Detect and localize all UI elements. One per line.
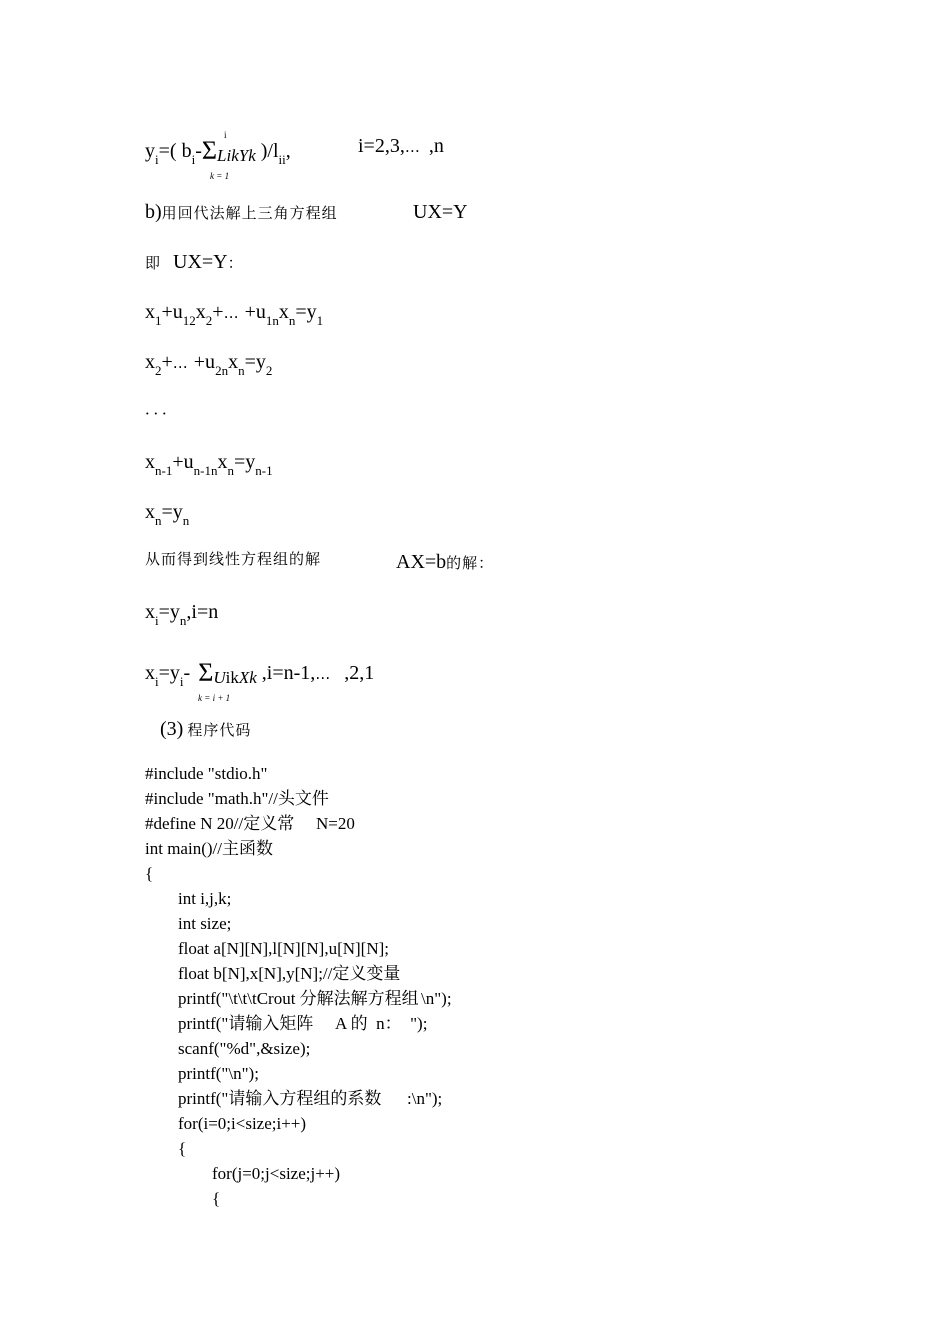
code-line: #include "math.h"//头文件 <box>145 789 329 808</box>
code-line-tail: \n"); <box>421 989 452 1008</box>
text: ,i=n <box>186 601 219 623</box>
code-line: { <box>145 864 154 883</box>
equation-1 <box>145 301 324 328</box>
text: =y <box>158 601 180 623</box>
sub: 2 <box>205 313 213 328</box>
text: +u <box>161 301 183 323</box>
text: + <box>212 301 224 323</box>
sum-expr: Xk <box>238 668 257 687</box>
equation-2 <box>145 351 273 378</box>
text: ,i=n-1, <box>256 662 316 684</box>
text: x <box>145 451 155 473</box>
sub: 1n <box>265 313 279 328</box>
sub: n <box>179 613 187 628</box>
text: i=2,3, <box>358 135 405 157</box>
code-line: #define N 20//定义常 <box>145 814 295 833</box>
text: AX=b <box>396 551 447 573</box>
ellipsis: … <box>315 665 332 683</box>
section-heading <box>160 718 251 741</box>
sub: ii <box>278 152 286 167</box>
text: , <box>285 140 291 162</box>
text: +u <box>172 451 194 473</box>
sub: n <box>182 513 190 528</box>
code-line: { <box>212 1189 221 1208</box>
text: ,n <box>428 135 444 157</box>
section-title: 程序代码 <box>187 721 252 739</box>
sub: 1 <box>316 313 324 328</box>
sub: n-1 <box>255 463 273 478</box>
text: + <box>161 351 173 373</box>
sub: i <box>155 613 159 628</box>
code-line: float a[N][N],l[N][N],u[N][N]; <box>178 939 389 958</box>
sigma-symbol: Σ <box>201 136 218 165</box>
text: =y <box>158 662 180 684</box>
sum-bottom-label: k = 1 <box>210 171 230 181</box>
sub: n <box>155 513 162 528</box>
equation-4 <box>145 501 190 528</box>
formula-y <box>145 136 291 167</box>
ellipsis: … <box>172 354 189 372</box>
equation-3 <box>145 451 273 478</box>
ellipsis: … <box>223 304 240 322</box>
sub: 2n <box>215 363 229 378</box>
sub: n <box>238 363 245 378</box>
code-line: for(j=0;j<size;j++) <box>212 1164 341 1183</box>
code-line: printf("请输入矩阵 <box>178 1014 314 1033</box>
text: x <box>145 601 155 623</box>
sub: 12 <box>182 313 196 328</box>
text: x <box>217 451 228 473</box>
text: x <box>145 501 155 523</box>
code-line-tail: A 的 n： "); <box>335 1014 428 1033</box>
sum-bottom-label-2: k = i + 1 <box>198 693 231 703</box>
step-b-line <box>145 202 338 222</box>
sum-top-label: i <box>224 130 227 140</box>
solution-2 <box>145 658 375 689</box>
text: 用回代法解上三角方程组 <box>161 204 338 222</box>
sub: 1 <box>155 313 162 328</box>
code-line: int i,j,k; <box>178 889 232 908</box>
text: x <box>145 301 155 323</box>
text: - <box>183 662 191 684</box>
code-line: printf("\t\t\tCrout 分解法解方程组 <box>178 989 419 1008</box>
text: )/l <box>255 140 279 162</box>
code-line: int main()//主函数 <box>145 839 273 858</box>
sub: i <box>179 674 184 689</box>
code-line-tail: N=20 <box>316 814 355 833</box>
text: x <box>145 662 155 684</box>
sum-expr: ik <box>225 668 239 687</box>
sub: n-1 <box>155 463 173 478</box>
code-line: #include "stdio.h" <box>145 764 268 783</box>
text: x <box>195 301 206 323</box>
code-line: for(i=0;i<size;i++) <box>178 1114 307 1133</box>
sub: n <box>227 463 234 478</box>
text: =( b <box>158 140 192 162</box>
sub: n-1n <box>193 463 218 478</box>
text: ： <box>227 254 244 272</box>
solution-1 <box>145 601 219 628</box>
text: =y <box>161 501 183 523</box>
text: x <box>278 301 289 323</box>
text: ,2,1 <box>339 662 375 684</box>
text: x <box>228 351 239 373</box>
text: - <box>195 140 202 162</box>
step-b-eq: UX=Y <box>413 201 468 223</box>
code-line: int size; <box>178 914 232 933</box>
sigma-symbol: Σ <box>198 658 214 687</box>
ellipsis: … <box>404 138 421 156</box>
text: 即 <box>145 254 162 272</box>
text: +u <box>188 351 216 373</box>
ux-line <box>145 252 244 272</box>
sub: i <box>155 152 159 167</box>
text: 的解： <box>446 554 495 572</box>
text: =y <box>233 451 256 473</box>
section-number: (3) <box>160 718 184 740</box>
code-line: printf("请输入方程组的系数 <box>178 1089 382 1108</box>
text: b) <box>145 201 162 223</box>
sum-expr: U <box>213 668 226 687</box>
var: y <box>145 140 155 162</box>
text: =y <box>244 351 266 373</box>
code-line: printf("\n"); <box>178 1064 259 1083</box>
dots: ．．． <box>145 400 179 418</box>
text: x <box>145 351 155 373</box>
formula-range <box>358 136 444 156</box>
final-eq <box>396 552 494 572</box>
text: =y <box>295 301 317 323</box>
sub: 2 <box>265 363 273 378</box>
sub: 2 <box>155 363 162 378</box>
text: +u <box>239 301 266 323</box>
final-text: 从而得到线性方程组的解 <box>145 550 322 568</box>
code-line-tail: :\n"); <box>407 1089 443 1108</box>
sub: i <box>191 152 196 167</box>
sub: n <box>288 313 296 328</box>
text: UX=Y <box>173 251 228 273</box>
code-line: float b[N],x[N],y[N];//定义变量 <box>178 964 401 983</box>
sub: i <box>155 674 159 689</box>
code-line: scanf("%d",&size); <box>178 1039 311 1058</box>
code-line: { <box>178 1139 187 1158</box>
sum-expr: LikYk <box>217 146 256 165</box>
